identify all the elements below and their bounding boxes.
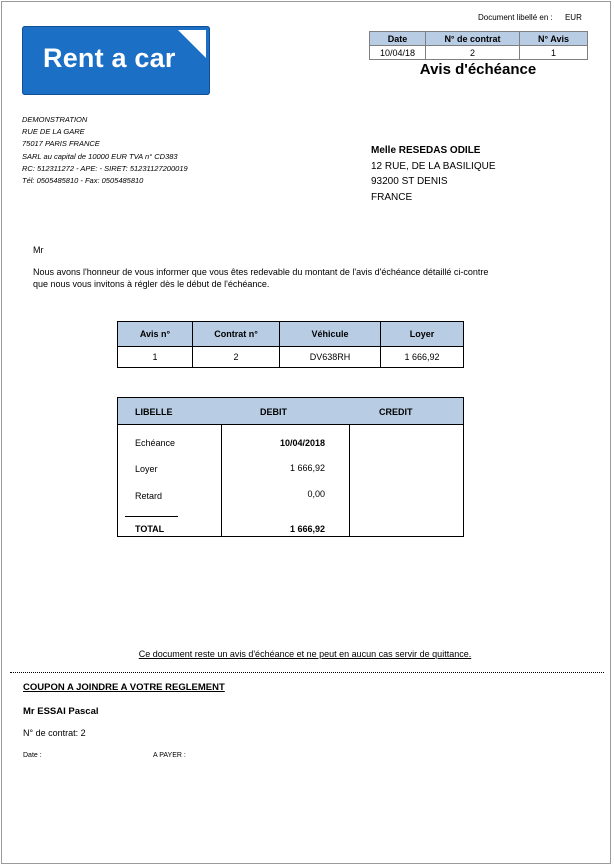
table-row [118,347,464,368]
column-divider [349,425,350,537]
customer-line: 12 RUE, DE LA BASILIQUE [371,160,496,172]
row-label-echeance: Echéance [135,438,176,448]
company-line: RC: 512311272 - APE: - SIRET: 51231127200019 [22,163,188,173]
coupon-title: COUPON A JOINDRE A VOTRE REGLEMENT [23,682,225,693]
coupon-contract: N° de contrat: 2 [23,728,86,738]
ref-avis: 1 [520,46,588,60]
company-address [22,114,188,187]
document-title: Avis d'échéance [419,61,537,78]
currency-value: EUR [564,13,582,22]
company-line: SARL au capital de 10000 EUR TVA n° CD383 [22,151,178,161]
coupon-date-label: Date : [23,752,42,759]
company-line: 75017 PARIS FRANCE [22,139,100,149]
amounts-table [117,397,464,537]
avis-header-loyer: Loyer [381,322,464,347]
amounts-header [118,398,463,425]
company-line: Tél: 0505485810 - Fax: 0505485810 [22,176,144,186]
ref-header-contract: N° de contrat [426,32,520,46]
ref-header-date: Date [370,32,426,46]
avis-vehicle: DV638RH [280,347,381,368]
intro-line-2: que nous vous invitons à régler dès le début de l'échéance. [33,279,270,289]
coupon-pay-label: A PAYER : [153,752,186,759]
coupon-cut-line [10,672,604,673]
payer-name: Mr ESSAI Pascal [23,706,99,717]
ref-date: 10/04/18 [370,46,426,60]
company-line: DEMONSTRATION [22,115,88,124]
document-currency [478,13,582,22]
total-separator [125,516,178,517]
row-debit-echeance: 10/04/2018 [279,438,325,448]
row-label-total: TOTAL [135,524,165,534]
logo-corner-icon [178,30,206,58]
reference-table [369,31,588,60]
intro-paragraph [33,266,573,290]
row-label-retard: Retard [135,491,163,501]
ref-header-avis: N° Avis [520,32,588,46]
intro-line-1: Nous avons l'honneur de vous informer que vous êtes redevable du montant de l'avis d'échéance détaillé ci-contre [33,267,489,277]
row-debit-total: 1 666,92 [289,524,325,534]
avis-header-contrat: Contrat n° [193,322,280,347]
avis-table [117,321,464,368]
customer-address [371,143,496,205]
customer-name: Melle RESEDAS ODILE [371,145,481,156]
column-divider [221,425,222,537]
logo-text: Rent a car [43,43,176,73]
ref-contract: 2 [426,46,520,60]
header-debit: DEBIT [260,407,287,417]
header-libelle: LIBELLE [135,407,173,417]
company-line: RUE DE LA GARE [22,127,85,137]
row-label-loyer: Loyer [135,464,158,474]
salutation: Mr [33,245,44,255]
avis-rent: 1 666,92 [381,347,464,368]
row-debit-retard: 0,00 [307,489,325,499]
avis-header-avis: Avis n° [118,322,193,347]
avis-contract: 2 [193,347,280,368]
avis-header-vehicule: Véhicule [280,322,381,347]
currency-label: Document libellé en : [478,13,553,22]
quittance-notice: Ce document reste un avis d'échéance et ne peut en aucun cas servir de quittance. [138,649,472,659]
header-credit: CREDIT [379,407,413,417]
company-logo [22,26,210,95]
customer-line: FRANCE [371,191,413,203]
avis-number: 1 [118,347,193,368]
row-debit-loyer: 1 666,92 [289,463,325,473]
customer-line: 93200 ST DENIS [371,176,448,187]
